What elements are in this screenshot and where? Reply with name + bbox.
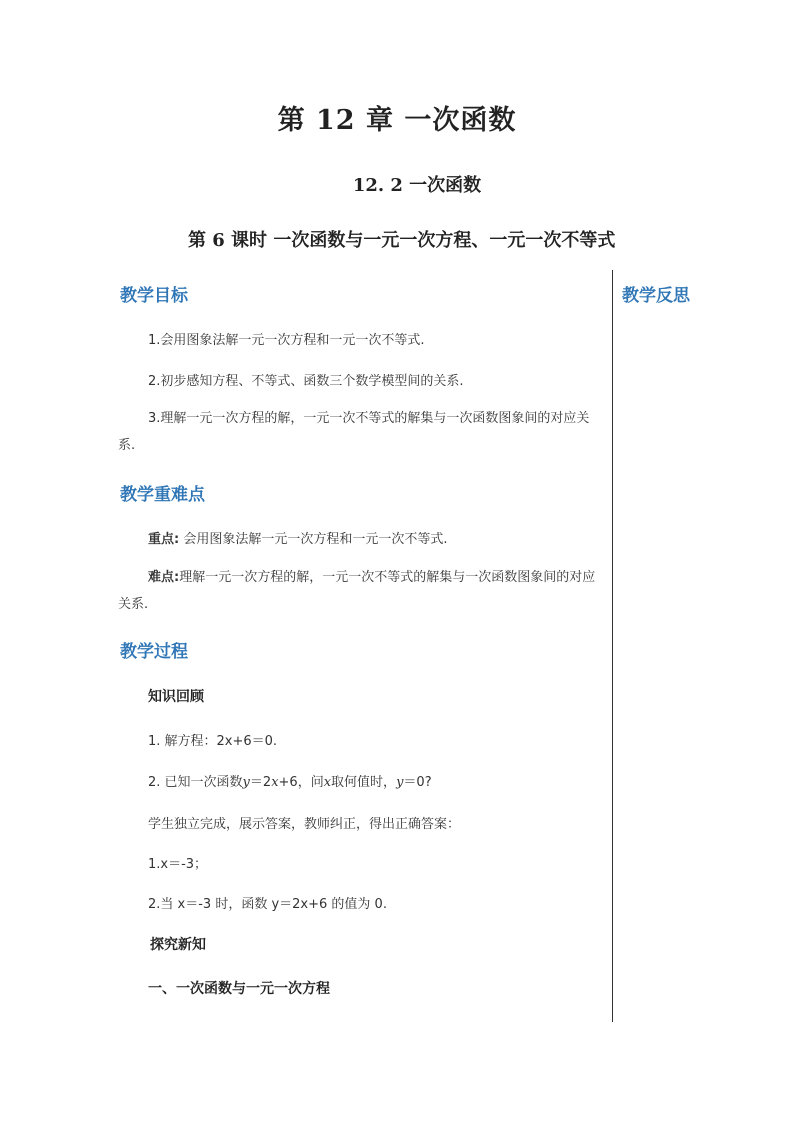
- section-title: 12. 2 一次函数: [352, 175, 482, 196]
- key-points-heading: 教学重难点: [120, 485, 205, 505]
- q2-part-b: ＝2: [249, 775, 272, 790]
- difficulty-label: 难点:: [148, 570, 180, 585]
- q2-part-c: +6，问: [278, 775, 324, 790]
- q2-var-x2: x: [323, 775, 332, 790]
- chapter-title: 第 12 章 一次函数: [277, 105, 517, 136]
- reflection-heading: 教学反思: [622, 286, 690, 306]
- part1-heading: 一、一次函数与一元一次方程: [148, 981, 330, 997]
- objective-2: 2.初步感知方程、不等式、函数三个数学模型间的关系.: [148, 374, 464, 389]
- objective-1: 1.会用图象法解一元一次方程和一元一次不等式.: [148, 333, 425, 348]
- focus-line: [148, 528, 447, 547]
- review-question-1: 1. 解方程：2x+6＝0.: [148, 734, 278, 749]
- column-divider: [612, 270, 613, 1022]
- process-heading: 教学过程: [120, 642, 188, 662]
- lesson-title: 第 6 课时 一次函数与一元一次方程、一元一次不等式: [188, 230, 616, 251]
- objectives-heading: 教学目标: [120, 286, 188, 306]
- review-heading: 知识回顾: [148, 689, 204, 705]
- focus-text: 会用图象法解一元一次方程和一元一次不等式.: [183, 532, 448, 547]
- difficulty-line: [118, 564, 606, 618]
- answer-2: 2.当 x＝-3 时，函数 y＝2x+6 的值为 0.: [148, 897, 387, 912]
- q2-part-e: ＝0?: [403, 775, 432, 790]
- q2-var-x: x: [271, 775, 279, 790]
- student-instructions: 学生独立完成，展示答案，教师纠正，得出正确答案：: [148, 817, 461, 832]
- q2-var-y2: y: [396, 775, 404, 790]
- focus-label: 重点:: [148, 532, 180, 547]
- explore-heading: 探究新知: [150, 937, 206, 953]
- difficulty-text: 理解一元一次方程的解，一元一次不等式的解集与一次函数图象间的对应关系.: [118, 570, 596, 612]
- review-question-2: [148, 771, 432, 790]
- q2-var-y: y: [242, 775, 250, 790]
- q2-part-a: 2. 已知一次函数: [148, 775, 243, 790]
- objective-3: 3.理解一元一次方程的解，一元一次不等式的解集与一次函数图象间的对应关系.: [118, 411, 590, 453]
- answer-1: 1.x＝-3；: [148, 857, 208, 872]
- q2-part-d: 取何值时，: [331, 775, 397, 790]
